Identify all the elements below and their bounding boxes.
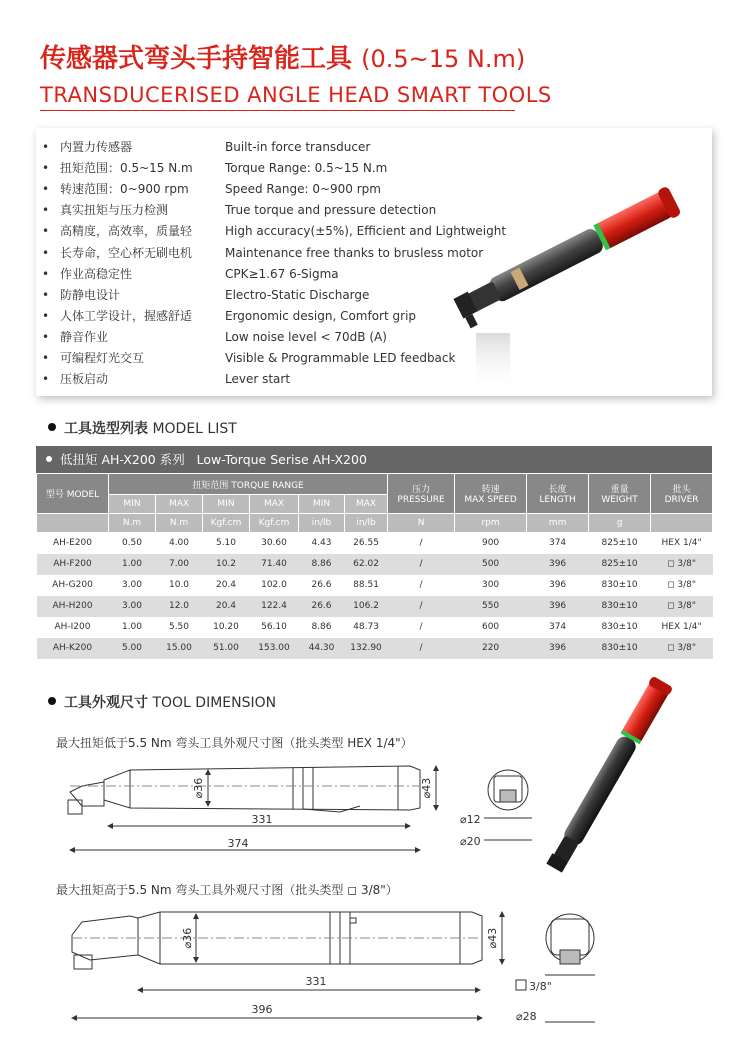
col-min: MIN xyxy=(299,495,345,514)
d1-dia-body: ⌀36 xyxy=(192,777,205,799)
table-cell: 4.00 xyxy=(168,538,190,549)
d1-dia-end: ⌀43 xyxy=(420,777,433,799)
table-cell: 62.02 xyxy=(345,554,388,575)
table-cell: 44.30 xyxy=(299,638,345,659)
col-length: 长度 LENGTH xyxy=(527,474,589,514)
feature-cn: 作业高稳定性 xyxy=(60,266,133,281)
table-cell: 830±10 xyxy=(589,638,651,659)
table-cell: 300 xyxy=(481,580,500,590)
table-cell: 122.4 xyxy=(250,596,299,617)
feature-cn: 转速范围：0~900 rpm xyxy=(60,182,189,197)
table-cell: 825±10 xyxy=(589,554,651,575)
dimension-caption-2: 最大扭矩高于5.5 Nm 弯头工具外观尺寸图（批头类型 ◻ 3/8"） xyxy=(56,883,398,897)
table-cell: 132.90 xyxy=(345,638,388,659)
table-cell: 396 xyxy=(527,638,589,659)
feature-en: Maintenance free thanks to brusless motor xyxy=(225,245,484,260)
table-cell: 12.0 xyxy=(156,596,203,617)
table-cell: 26.6 xyxy=(299,596,345,617)
table-cell: ◻ 3/8" xyxy=(667,580,697,590)
table-cell: 56.10 xyxy=(261,622,287,632)
unit-cell: g xyxy=(589,514,651,533)
bullet: • xyxy=(42,351,50,365)
table-cell: 20.4 xyxy=(215,580,237,590)
d1-len-inner: 331 xyxy=(251,813,273,826)
feature-cn: 真实扭矩与压力检测 xyxy=(60,203,169,218)
unit-cell: N.m xyxy=(109,514,156,533)
d2-dia-end: ⌀43 xyxy=(486,927,499,949)
table-cell: 396 xyxy=(527,554,589,575)
table-cell: 5.10 xyxy=(215,538,237,549)
bullet: • xyxy=(42,140,50,154)
table-cell: 830±10 xyxy=(589,596,651,617)
table-cell: 48.73 xyxy=(353,622,379,632)
table-cell: 15.00 xyxy=(156,638,203,659)
series-cn: 低扭矩 AH-X200 系列 xyxy=(60,452,185,467)
feature-cn: 内置力传感器 xyxy=(60,140,133,154)
feature-cn: 静音作业 xyxy=(60,329,109,344)
feature-cn: 长寿命，空心杯无刷电机 xyxy=(60,245,193,260)
bullet: • xyxy=(42,245,50,260)
col-max: MAX xyxy=(156,495,203,514)
table-cell: 3.00 xyxy=(121,580,143,590)
table-cell: 10.20 xyxy=(213,622,239,632)
table-cell: / xyxy=(419,580,423,590)
feature-en: Lever start xyxy=(225,372,291,387)
feature-cn: 高精度，高效率，质量轻 xyxy=(60,224,193,239)
table-cell: / xyxy=(388,638,455,659)
feature-en: Torque Range: 0.5~15 N.m xyxy=(225,161,388,176)
feature-en: Electro-Static Discharge xyxy=(225,287,370,302)
table-cell: 8.86 xyxy=(299,554,345,575)
table-cell: 396 xyxy=(548,580,567,590)
col-pressure: 压力 PRESSURE xyxy=(388,474,455,514)
bullet: • xyxy=(42,161,50,176)
col-min: MIN xyxy=(203,495,250,514)
series-en: Low-Torque Serise AH-X200 xyxy=(196,452,367,467)
drawing-2 xyxy=(72,912,595,1022)
title-range: (0.5~15 N.m) xyxy=(361,45,526,73)
dimension-heading: 工具外观尺寸 TOOL DIMENSION xyxy=(48,692,276,712)
table-cell: 10.2 xyxy=(203,554,250,575)
table-cell: / xyxy=(419,622,423,632)
table-cell: ◻ 3/8" xyxy=(651,596,713,617)
table-cell: 30.60 xyxy=(261,538,287,549)
table-cell: / xyxy=(388,596,455,617)
table-cell: 1.00 xyxy=(121,622,143,632)
unit-cell: N.m xyxy=(156,514,203,533)
model-list-heading: 工具选型列表 MODEL LIST xyxy=(48,418,237,438)
side-tool-image xyxy=(545,676,674,875)
feature-cn: 压板启动 xyxy=(60,372,109,387)
table-cell: 3.00 xyxy=(109,596,156,617)
unit-cell: Kgf.cm xyxy=(203,514,250,533)
d1-dia-a: ⌀12 xyxy=(460,813,481,826)
unit-cell: mm xyxy=(527,514,589,533)
feature-cn: 可编程灯光交互 xyxy=(60,351,145,365)
table-cell: ◻ 3/8" xyxy=(651,638,713,659)
col-min: MIN xyxy=(109,495,156,514)
table-cell: 88.51 xyxy=(353,580,379,590)
d2-len-total: 396 xyxy=(251,1003,273,1016)
feature-en: Built-in force transducer xyxy=(225,140,371,154)
table-cell: / xyxy=(388,554,455,575)
table-cell: AH-E200 xyxy=(52,538,93,549)
table-cell: 374 xyxy=(548,538,567,549)
col-driver: 批头 DRIVER xyxy=(651,474,713,514)
table-cell: ◻ 3/8" xyxy=(651,554,713,575)
table-cell: 26.6 xyxy=(311,580,332,590)
feature-en: Ergonomic design, Comfort grip xyxy=(225,308,417,323)
col-weight: 重量 WEIGHT xyxy=(589,474,651,514)
table-cell: 830±10 xyxy=(601,622,638,632)
d2-dia-body: ⌀36 xyxy=(181,927,194,949)
table-cell: AH-G200 xyxy=(52,580,93,590)
table-cell: 500 xyxy=(455,554,527,575)
table-cell: 550 xyxy=(455,596,527,617)
bullet: • xyxy=(42,308,50,323)
col-max: MAX xyxy=(250,495,299,514)
table-cell: / xyxy=(419,538,423,549)
table-cell: 5.00 xyxy=(109,638,156,659)
feature-en: Low noise level < 70dB (A) xyxy=(225,329,387,344)
unit-cell: rpm xyxy=(455,514,527,533)
table-cell: 10.0 xyxy=(168,580,190,590)
d2-dia-c: ⌀28 xyxy=(516,1010,537,1023)
table-cell: HEX 1/4" xyxy=(661,538,702,549)
bullet: • xyxy=(42,266,50,281)
feature-en: True torque and pressure detection xyxy=(225,203,437,218)
unit-cell: in/lb xyxy=(345,514,388,533)
feature-cn: 防静电设计 xyxy=(60,287,121,302)
col-speed: 转速 MAX SPEED xyxy=(455,474,527,514)
bullet: • xyxy=(42,372,50,387)
feature-cn: 人体工学设计，握感舒适 xyxy=(60,308,193,323)
table-cell: AH-F200 xyxy=(37,554,109,575)
d2-len-inner: 331 xyxy=(305,975,327,988)
table-cell: 0.50 xyxy=(121,538,143,549)
dimension-caption-1: 最大扭矩低于5.5 Nm 弯头工具外观尺寸图（批头类型 HEX 1/4"） xyxy=(56,736,413,750)
table-cell: AH-H200 xyxy=(37,596,109,617)
table-cell: 71.40 xyxy=(250,554,299,575)
feature-cn: 扭矩范围：0.5~15 N.m xyxy=(60,161,193,176)
table-cell: 396 xyxy=(527,596,589,617)
table-cell: 8.86 xyxy=(311,622,332,632)
feature-en: CPK≥1.67 6-Sigma xyxy=(225,266,339,281)
table-cell: 825±10 xyxy=(601,538,638,549)
feature-en: High accuracy(±5%), Efficient and Lightweight xyxy=(225,224,507,239)
table-cell: 153.00 xyxy=(250,638,299,659)
bullet: • xyxy=(42,203,50,218)
feature-en: Speed Range: 0~900 rpm xyxy=(225,182,381,197)
table-cell: 600 xyxy=(481,622,500,632)
bullet: • xyxy=(42,182,50,197)
col-max: MAX xyxy=(345,495,388,514)
table-cell: 7.00 xyxy=(156,554,203,575)
col-model: 型号 MODEL xyxy=(37,474,109,514)
page-subtitle: TRANSDUCERISED ANGLE HEAD SMART TOOLS xyxy=(40,83,552,107)
table-cell: 106.2 xyxy=(345,596,388,617)
table-cell: 220 xyxy=(455,638,527,659)
table-cell: 374 xyxy=(548,622,567,632)
table-cell: 5.50 xyxy=(168,622,190,632)
table-cell: 4.43 xyxy=(311,538,332,549)
d2-square: 3/8" xyxy=(529,980,552,993)
table-cell: 1.00 xyxy=(109,554,156,575)
unit-cell: in/lb xyxy=(299,514,345,533)
table-cell: 102.0 xyxy=(261,580,287,590)
col-torque: 扭矩范围 TORQUE RANGE xyxy=(109,474,388,495)
table-cell: 830±10 xyxy=(601,580,638,590)
table-cell: 26.55 xyxy=(353,538,379,549)
d1-len-total: 374 xyxy=(227,837,249,850)
table-cell: 51.00 xyxy=(203,638,250,659)
unit-cell: Kgf.cm xyxy=(250,514,299,533)
bullet: • xyxy=(42,224,50,239)
bullet: • xyxy=(42,287,50,302)
table-cell: 20.4 xyxy=(203,596,250,617)
bullet: • xyxy=(42,329,50,344)
d1-dia-b: ⌀20 xyxy=(460,835,481,848)
unit-cell: N xyxy=(388,514,455,533)
table-cell: 900 xyxy=(481,538,500,549)
feature-en: Visible & Programmable LED feedback xyxy=(225,351,456,365)
table-cell: AH-K200 xyxy=(37,638,109,659)
table-cell: HEX 1/4" xyxy=(661,622,702,632)
table-cell: AH-I200 xyxy=(54,622,91,632)
title-cn: 传感器式弯头手持智能工具 xyxy=(40,44,353,74)
